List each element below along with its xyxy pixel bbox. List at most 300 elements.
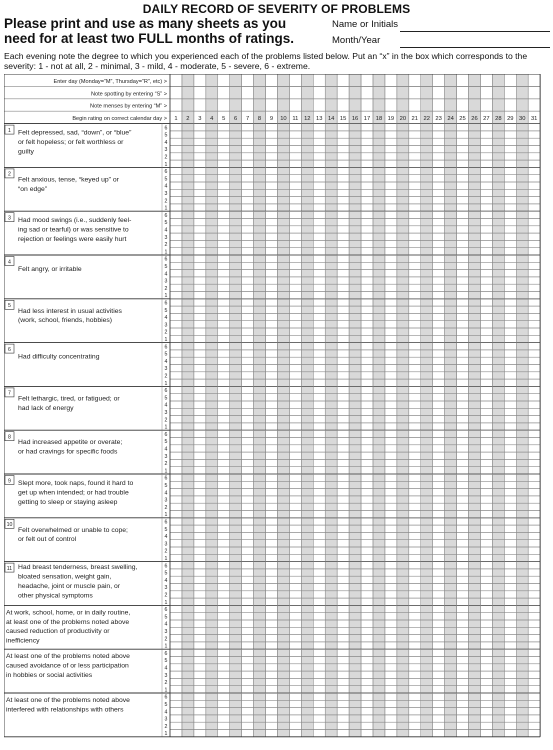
- rating-cell[interactable]: [457, 715, 469, 722]
- rating-cell[interactable]: [385, 240, 397, 247]
- rating-cell[interactable]: [337, 146, 349, 153]
- rating-cell[interactable]: [504, 584, 516, 591]
- rating-cell[interactable]: [457, 430, 469, 437]
- rating-cell[interactable]: [457, 401, 469, 408]
- rating-cell[interactable]: [361, 262, 373, 269]
- rating-cell[interactable]: [528, 197, 540, 204]
- rating-cell[interactable]: [528, 671, 540, 678]
- rating-cell[interactable]: [409, 167, 421, 174]
- rating-cell[interactable]: [170, 649, 182, 656]
- rating-cell[interactable]: [528, 416, 540, 423]
- rating-cell[interactable]: [194, 365, 206, 372]
- rating-cell[interactable]: [289, 240, 301, 247]
- rating-cell[interactable]: [242, 715, 254, 722]
- rating-cell[interactable]: [218, 708, 230, 715]
- rating-cell[interactable]: [504, 642, 516, 649]
- rating-cell[interactable]: [266, 598, 278, 605]
- rating-cell[interactable]: [194, 438, 206, 445]
- rating-cell[interactable]: [266, 219, 278, 226]
- rating-cell[interactable]: [433, 576, 445, 583]
- rating-cell[interactable]: [289, 343, 301, 350]
- rating-cell[interactable]: [289, 627, 301, 634]
- rating-cell[interactable]: [361, 350, 373, 357]
- rating-cell[interactable]: [385, 467, 397, 474]
- rating-cell[interactable]: [361, 175, 373, 182]
- rating-cell[interactable]: [170, 146, 182, 153]
- rating-cell[interactable]: [266, 627, 278, 634]
- rating-cell[interactable]: [218, 270, 230, 277]
- rating-cell[interactable]: [409, 160, 421, 167]
- rating-cell[interactable]: [504, 452, 516, 459]
- rating-cell[interactable]: [528, 569, 540, 576]
- rating-cell[interactable]: [504, 365, 516, 372]
- rating-cell[interactable]: [218, 292, 230, 299]
- rating-cell[interactable]: [504, 503, 516, 510]
- rating-cell[interactable]: [480, 401, 492, 408]
- rating-cell[interactable]: [433, 642, 445, 649]
- rating-cell[interactable]: [218, 328, 230, 335]
- rating-cell[interactable]: [242, 722, 254, 729]
- rating-cell[interactable]: [313, 204, 325, 211]
- rating-cell[interactable]: [218, 649, 230, 656]
- header-cell[interactable]: [218, 74, 230, 86]
- rating-cell[interactable]: [170, 525, 182, 532]
- rating-cell[interactable]: [289, 306, 301, 313]
- rating-cell[interactable]: [457, 153, 469, 160]
- rating-cell[interactable]: [242, 321, 254, 328]
- rating-cell[interactable]: [337, 189, 349, 196]
- rating-cell[interactable]: [194, 335, 206, 342]
- rating-cell[interactable]: [361, 598, 373, 605]
- rating-cell[interactable]: [480, 576, 492, 583]
- rating-cell[interactable]: [504, 124, 516, 131]
- rating-cell[interactable]: [289, 664, 301, 671]
- rating-cell[interactable]: [433, 708, 445, 715]
- header-cell[interactable]: [504, 99, 516, 111]
- rating-cell[interactable]: [194, 394, 206, 401]
- rating-cell[interactable]: [266, 518, 278, 525]
- rating-cell[interactable]: [385, 321, 397, 328]
- rating-cell[interactable]: [337, 350, 349, 357]
- rating-cell[interactable]: [313, 569, 325, 576]
- rating-cell[interactable]: [457, 255, 469, 262]
- rating-cell[interactable]: [337, 620, 349, 627]
- rating-cell[interactable]: [409, 270, 421, 277]
- rating-cell[interactable]: [385, 686, 397, 693]
- rating-cell[interactable]: [528, 664, 540, 671]
- rating-cell[interactable]: [170, 554, 182, 561]
- rating-cell[interactable]: [480, 620, 492, 627]
- rating-cell[interactable]: [218, 481, 230, 488]
- rating-cell[interactable]: [266, 386, 278, 393]
- rating-cell[interactable]: [385, 591, 397, 598]
- rating-cell[interactable]: [361, 503, 373, 510]
- rating-cell[interactable]: [385, 474, 397, 481]
- rating-cell[interactable]: [480, 394, 492, 401]
- rating-cell[interactable]: [385, 620, 397, 627]
- rating-cell[interactable]: [218, 408, 230, 415]
- rating-cell[interactable]: [194, 562, 206, 569]
- rating-cell[interactable]: [170, 532, 182, 539]
- rating-cell[interactable]: [409, 540, 421, 547]
- rating-cell[interactable]: [504, 686, 516, 693]
- rating-cell[interactable]: [361, 496, 373, 503]
- rating-cell[interactable]: [337, 605, 349, 612]
- rating-cell[interactable]: [313, 547, 325, 554]
- rating-cell[interactable]: [194, 153, 206, 160]
- rating-cell[interactable]: [242, 416, 254, 423]
- rating-cell[interactable]: [194, 474, 206, 481]
- rating-cell[interactable]: [361, 525, 373, 532]
- rating-cell[interactable]: [266, 503, 278, 510]
- rating-cell[interactable]: [266, 474, 278, 481]
- rating-cell[interactable]: [242, 438, 254, 445]
- rating-cell[interactable]: [194, 613, 206, 620]
- rating-cell[interactable]: [409, 642, 421, 649]
- rating-cell[interactable]: [361, 613, 373, 620]
- rating-cell[interactable]: [433, 598, 445, 605]
- rating-cell[interactable]: [457, 693, 469, 700]
- rating-cell[interactable]: [337, 248, 349, 255]
- rating-cell[interactable]: [457, 467, 469, 474]
- rating-cell[interactable]: [218, 386, 230, 393]
- rating-cell[interactable]: [242, 511, 254, 518]
- rating-cell[interactable]: [266, 459, 278, 466]
- header-cell[interactable]: [361, 99, 373, 111]
- rating-cell[interactable]: [480, 715, 492, 722]
- rating-cell[interactable]: [266, 467, 278, 474]
- rating-cell[interactable]: [480, 255, 492, 262]
- rating-cell[interactable]: [242, 189, 254, 196]
- rating-cell[interactable]: [433, 248, 445, 255]
- rating-cell[interactable]: [504, 146, 516, 153]
- rating-cell[interactable]: [337, 657, 349, 664]
- rating-cell[interactable]: [337, 503, 349, 510]
- rating-cell[interactable]: [289, 131, 301, 138]
- rating-cell[interactable]: [289, 350, 301, 357]
- rating-cell[interactable]: [337, 343, 349, 350]
- rating-cell[interactable]: [289, 357, 301, 364]
- rating-cell[interactable]: [385, 343, 397, 350]
- rating-cell[interactable]: [361, 124, 373, 131]
- rating-cell[interactable]: [361, 467, 373, 474]
- rating-cell[interactable]: [218, 321, 230, 328]
- rating-cell[interactable]: [433, 146, 445, 153]
- rating-cell[interactable]: [194, 277, 206, 284]
- rating-cell[interactable]: [480, 664, 492, 671]
- rating-cell[interactable]: [266, 547, 278, 554]
- rating-cell[interactable]: [385, 204, 397, 211]
- rating-cell[interactable]: [242, 613, 254, 620]
- rating-cell[interactable]: [242, 605, 254, 612]
- rating-cell[interactable]: [289, 730, 301, 737]
- rating-cell[interactable]: [409, 372, 421, 379]
- rating-cell[interactable]: [480, 219, 492, 226]
- rating-cell[interactable]: [218, 657, 230, 664]
- rating-cell[interactable]: [170, 160, 182, 167]
- rating-cell[interactable]: [313, 503, 325, 510]
- rating-cell[interactable]: [194, 189, 206, 196]
- rating-cell[interactable]: [337, 591, 349, 598]
- rating-cell[interactable]: [480, 357, 492, 364]
- rating-cell[interactable]: [361, 365, 373, 372]
- rating-cell[interactable]: [170, 598, 182, 605]
- rating-cell[interactable]: [504, 569, 516, 576]
- rating-cell[interactable]: [433, 153, 445, 160]
- rating-cell[interactable]: [218, 642, 230, 649]
- rating-cell[interactable]: [385, 372, 397, 379]
- rating-cell[interactable]: [385, 292, 397, 299]
- rating-cell[interactable]: [480, 569, 492, 576]
- rating-cell[interactable]: [266, 569, 278, 576]
- rating-cell[interactable]: [457, 722, 469, 729]
- rating-cell[interactable]: [385, 131, 397, 138]
- rating-cell[interactable]: [504, 423, 516, 430]
- rating-cell[interactable]: [289, 386, 301, 393]
- rating-cell[interactable]: [289, 445, 301, 452]
- rating-cell[interactable]: [194, 299, 206, 306]
- rating-cell[interactable]: [361, 620, 373, 627]
- rating-cell[interactable]: [361, 189, 373, 196]
- rating-cell[interactable]: [194, 131, 206, 138]
- rating-cell[interactable]: [313, 715, 325, 722]
- rating-cell[interactable]: [433, 657, 445, 664]
- rating-cell[interactable]: [289, 518, 301, 525]
- rating-cell[interactable]: [480, 693, 492, 700]
- rating-cell[interactable]: [504, 350, 516, 357]
- rating-cell[interactable]: [457, 284, 469, 291]
- rating-cell[interactable]: [409, 671, 421, 678]
- rating-cell[interactable]: [504, 306, 516, 313]
- rating-cell[interactable]: [480, 292, 492, 299]
- rating-cell[interactable]: [528, 313, 540, 320]
- rating-cell[interactable]: [361, 730, 373, 737]
- rating-cell[interactable]: [385, 386, 397, 393]
- rating-cell[interactable]: [480, 605, 492, 612]
- rating-cell[interactable]: [504, 219, 516, 226]
- rating-cell[interactable]: [385, 357, 397, 364]
- rating-cell[interactable]: [457, 423, 469, 430]
- rating-cell[interactable]: [433, 306, 445, 313]
- rating-cell[interactable]: [242, 562, 254, 569]
- rating-cell[interactable]: [194, 722, 206, 729]
- rating-cell[interactable]: [194, 204, 206, 211]
- rating-cell[interactable]: [385, 678, 397, 685]
- rating-cell[interactable]: [242, 474, 254, 481]
- rating-cell[interactable]: [337, 138, 349, 145]
- rating-cell[interactable]: [313, 438, 325, 445]
- rating-cell[interactable]: [218, 576, 230, 583]
- rating-cell[interactable]: [337, 525, 349, 532]
- rating-cell[interactable]: [528, 613, 540, 620]
- rating-cell[interactable]: [528, 693, 540, 700]
- rating-cell[interactable]: [313, 525, 325, 532]
- rating-cell[interactable]: [528, 722, 540, 729]
- rating-cell[interactable]: [194, 284, 206, 291]
- rating-cell[interactable]: [313, 489, 325, 496]
- rating-cell[interactable]: [218, 459, 230, 466]
- rating-cell[interactable]: [170, 124, 182, 131]
- rating-cell[interactable]: [433, 197, 445, 204]
- rating-cell[interactable]: [409, 496, 421, 503]
- header-cell[interactable]: [266, 86, 278, 98]
- rating-cell[interactable]: [433, 175, 445, 182]
- rating-cell[interactable]: [409, 576, 421, 583]
- rating-cell[interactable]: [504, 270, 516, 277]
- rating-cell[interactable]: [170, 197, 182, 204]
- rating-cell[interactable]: [170, 189, 182, 196]
- rating-cell[interactable]: [528, 532, 540, 539]
- rating-cell[interactable]: [385, 445, 397, 452]
- rating-cell[interactable]: [528, 299, 540, 306]
- rating-cell[interactable]: [433, 532, 445, 539]
- header-cell[interactable]: [218, 86, 230, 98]
- rating-cell[interactable]: [242, 540, 254, 547]
- rating-cell[interactable]: [337, 401, 349, 408]
- rating-cell[interactable]: [289, 503, 301, 510]
- rating-cell[interactable]: [361, 576, 373, 583]
- rating-cell[interactable]: [337, 715, 349, 722]
- rating-cell[interactable]: [289, 481, 301, 488]
- rating-cell[interactable]: [504, 379, 516, 386]
- rating-cell[interactable]: [480, 430, 492, 437]
- rating-cell[interactable]: [242, 686, 254, 693]
- rating-cell[interactable]: [361, 686, 373, 693]
- rating-cell[interactable]: [528, 394, 540, 401]
- rating-cell[interactable]: [457, 306, 469, 313]
- rating-cell[interactable]: [337, 124, 349, 131]
- rating-cell[interactable]: [194, 416, 206, 423]
- rating-cell[interactable]: [218, 204, 230, 211]
- rating-cell[interactable]: [361, 153, 373, 160]
- rating-cell[interactable]: [266, 532, 278, 539]
- rating-cell[interactable]: [313, 394, 325, 401]
- rating-cell[interactable]: [242, 394, 254, 401]
- rating-cell[interactable]: [170, 401, 182, 408]
- rating-cell[interactable]: [337, 664, 349, 671]
- rating-cell[interactable]: [528, 379, 540, 386]
- rating-cell[interactable]: [385, 489, 397, 496]
- rating-cell[interactable]: [289, 671, 301, 678]
- rating-cell[interactable]: [528, 591, 540, 598]
- rating-cell[interactable]: [361, 394, 373, 401]
- rating-cell[interactable]: [433, 408, 445, 415]
- rating-cell[interactable]: [337, 532, 349, 539]
- rating-cell[interactable]: [457, 182, 469, 189]
- rating-cell[interactable]: [218, 445, 230, 452]
- rating-cell[interactable]: [504, 160, 516, 167]
- rating-cell[interactable]: [504, 430, 516, 437]
- rating-cell[interactable]: [289, 321, 301, 328]
- rating-cell[interactable]: [170, 445, 182, 452]
- rating-cell[interactable]: [361, 416, 373, 423]
- rating-cell[interactable]: [528, 474, 540, 481]
- rating-cell[interactable]: [218, 343, 230, 350]
- rating-cell[interactable]: [504, 715, 516, 722]
- rating-cell[interactable]: [242, 657, 254, 664]
- rating-cell[interactable]: [457, 452, 469, 459]
- rating-cell[interactable]: [194, 452, 206, 459]
- rating-cell[interactable]: [457, 700, 469, 707]
- rating-cell[interactable]: [313, 270, 325, 277]
- rating-cell[interactable]: [457, 233, 469, 240]
- rating-cell[interactable]: [289, 649, 301, 656]
- rating-cell[interactable]: [528, 262, 540, 269]
- rating-cell[interactable]: [409, 365, 421, 372]
- rating-cell[interactable]: [313, 452, 325, 459]
- rating-cell[interactable]: [266, 277, 278, 284]
- rating-cell[interactable]: [409, 693, 421, 700]
- rating-cell[interactable]: [528, 372, 540, 379]
- rating-cell[interactable]: [409, 131, 421, 138]
- rating-cell[interactable]: [337, 730, 349, 737]
- rating-cell[interactable]: [289, 635, 301, 642]
- rating-cell[interactable]: [409, 328, 421, 335]
- rating-cell[interactable]: [218, 489, 230, 496]
- rating-cell[interactable]: [289, 678, 301, 685]
- rating-cell[interactable]: [528, 518, 540, 525]
- rating-cell[interactable]: [289, 562, 301, 569]
- rating-cell[interactable]: [457, 226, 469, 233]
- rating-cell[interactable]: [266, 408, 278, 415]
- rating-cell[interactable]: [337, 306, 349, 313]
- rating-cell[interactable]: [409, 197, 421, 204]
- rating-cell[interactable]: [504, 620, 516, 627]
- rating-cell[interactable]: [194, 270, 206, 277]
- rating-cell[interactable]: [266, 715, 278, 722]
- rating-cell[interactable]: [170, 313, 182, 320]
- rating-cell[interactable]: [242, 197, 254, 204]
- rating-cell[interactable]: [504, 664, 516, 671]
- rating-cell[interactable]: [457, 277, 469, 284]
- rating-cell[interactable]: [433, 627, 445, 634]
- rating-cell[interactable]: [433, 584, 445, 591]
- rating-cell[interactable]: [433, 620, 445, 627]
- rating-cell[interactable]: [218, 167, 230, 174]
- rating-cell[interactable]: [218, 591, 230, 598]
- header-cell[interactable]: [266, 99, 278, 111]
- rating-cell[interactable]: [242, 255, 254, 262]
- rating-cell[interactable]: [194, 649, 206, 656]
- rating-cell[interactable]: [528, 277, 540, 284]
- rating-cell[interactable]: [480, 532, 492, 539]
- rating-cell[interactable]: [266, 248, 278, 255]
- rating-cell[interactable]: [242, 277, 254, 284]
- rating-cell[interactable]: [337, 671, 349, 678]
- rating-cell[interactable]: [194, 292, 206, 299]
- rating-cell[interactable]: [409, 146, 421, 153]
- rating-cell[interactable]: [528, 445, 540, 452]
- rating-cell[interactable]: [361, 452, 373, 459]
- rating-cell[interactable]: [361, 292, 373, 299]
- rating-cell[interactable]: [504, 693, 516, 700]
- rating-cell[interactable]: [457, 459, 469, 466]
- rating-cell[interactable]: [504, 700, 516, 707]
- rating-cell[interactable]: [337, 379, 349, 386]
- rating-cell[interactable]: [313, 657, 325, 664]
- rating-cell[interactable]: [194, 401, 206, 408]
- rating-grid[interactable]: [4, 74, 552, 748]
- header-cell[interactable]: [385, 74, 397, 86]
- rating-cell[interactable]: [409, 357, 421, 364]
- rating-cell[interactable]: [480, 328, 492, 335]
- rating-cell[interactable]: [457, 292, 469, 299]
- rating-cell[interactable]: [313, 240, 325, 247]
- rating-cell[interactable]: [194, 635, 206, 642]
- rating-cell[interactable]: [266, 664, 278, 671]
- rating-cell[interactable]: [528, 605, 540, 612]
- rating-cell[interactable]: [266, 313, 278, 320]
